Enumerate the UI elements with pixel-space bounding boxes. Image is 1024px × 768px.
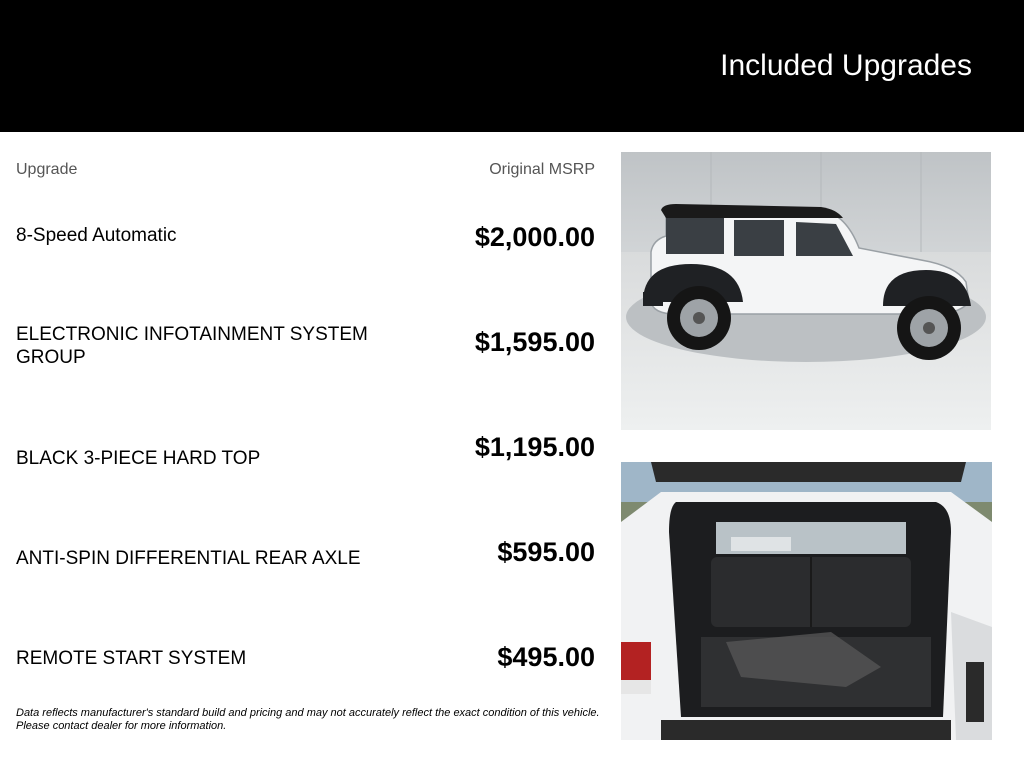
upgrade-price: $595.00 — [497, 537, 595, 567]
vehicle-side-photo — [621, 152, 991, 430]
upgrade-name: 8-Speed Automatic — [16, 225, 177, 246]
header-bar — [0, 0, 1024, 132]
upgrade-name: ANTI-SPIN DIFFERENTIAL REAR AXLE — [16, 548, 361, 569]
column-header-msrp: Original MSRP — [489, 161, 595, 178]
upgrade-price: $2,000.00 — [474, 222, 595, 252]
upgrade-name: ELECTRONIC INFOTAINMENT SYSTEM GROUP — [16, 324, 368, 368]
upgrade-price: $1,195.00 — [474, 432, 595, 462]
upgrade-name: BLACK 3-PIECE HARD TOP — [16, 448, 261, 469]
upgrade-name: REMOTE START SYSTEM — [16, 648, 247, 669]
upgrade-price: $495.00 — [497, 642, 595, 672]
page-title: Included Upgrades — [720, 49, 972, 82]
disclaimer-text: Data reflects manufacturer's standard build and pricing and may not accurately reflect the exact condition of this vehicle. Please contact dealer for more information. — [16, 707, 600, 732]
upgrade-price: $1,595.00 — [474, 327, 595, 357]
column-header-upgrade: Upgrade — [16, 161, 78, 178]
cargo-area-photo — [621, 462, 992, 740]
